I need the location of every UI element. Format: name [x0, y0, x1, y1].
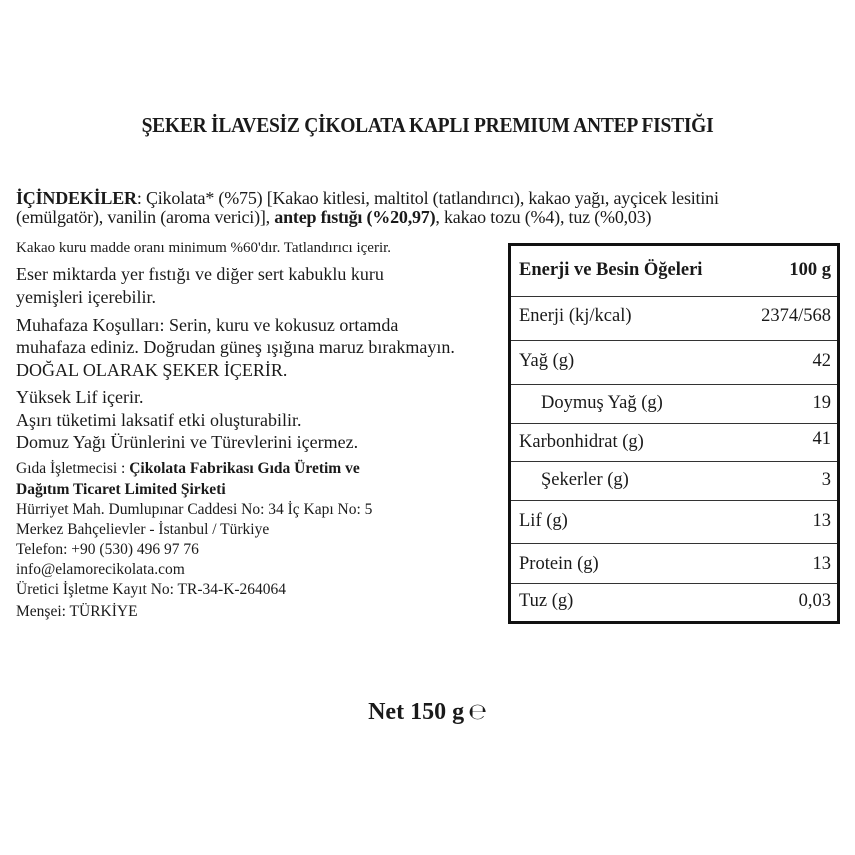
nutrition-row-fiber — [511, 500, 837, 543]
storage-line-2: muhafaza ediniz. Doğrudan güneş ışığına maruz bırakmayın. — [16, 337, 455, 357]
email-address: info@elamorecikolata.com — [16, 561, 185, 578]
nutrition-label: Karbonhidrat (g) — [519, 432, 644, 452]
nutrition-value: 2374/568 — [761, 306, 831, 326]
ingredients-label: İÇİNDEKİLER — [16, 188, 137, 208]
net-weight-text: Net 150 g — [368, 699, 465, 725]
nutrition-value: 0,03 — [798, 591, 831, 611]
allergen-line-1: Eser miktarda yer fıstığı ve diğer sert kabuklu kuru — [16, 264, 384, 284]
phone-number: Telefon: +90 (530) 496 97 76 — [16, 541, 199, 558]
ingredients-block — [16, 189, 846, 227]
nutrition-value: 42 — [812, 351, 831, 371]
nutrition-row-salt — [511, 583, 837, 621]
nutrition-label: Doymuş Yağ (g) — [541, 393, 663, 413]
nutrition-row-carbohydrate — [511, 423, 837, 461]
storage-line-1: Muhafaza Koşulları: Serin, kuru ve kokusuz ortamda — [16, 315, 399, 335]
nutrition-label: Protein (g) — [519, 554, 599, 574]
nutrition-value: 3 — [821, 470, 831, 490]
nutrition-value: 13 — [812, 511, 831, 531]
natural-sugar-note: DOĞAL OLARAK ŞEKER İÇERİR. — [16, 360, 288, 380]
net-weight — [0, 699, 855, 726]
ingredients-text-3: , kakao tozu (%4), tuz (%0,03) — [435, 207, 652, 227]
nutrition-value: 13 — [812, 554, 831, 574]
producer-name-1: Çikolata Fabrikası Gıda Üretim ve — [129, 460, 360, 477]
product-title: ŞEKER İLAVESİZ ÇİKOLATA KAPLI PREMIUM ANTEP FISTIĞI — [141, 113, 714, 137]
nutrition-label: Yağ (g) — [519, 351, 575, 371]
ingredients-pistachio: antep fıstığı (%20,97) — [274, 207, 436, 227]
address-line-2: Merkez Bahçelievler - İstanbul / Türkiye — [16, 521, 270, 538]
registration-number: Üretici İşletme Kayıt No: TR-34-K-264064 — [16, 581, 287, 598]
nutrition-value: 19 — [812, 393, 831, 413]
nutrition-header-row — [511, 246, 837, 296]
pork-free-note: Domuz Yağı Ürünlerini ve Türevlerini içermez. — [16, 432, 359, 452]
nutrition-row-fat — [511, 340, 837, 384]
producer-name-2: Dağıtım Ticaret Limited Şirketi — [16, 481, 226, 498]
nutrition-header-value: 100 g — [789, 260, 831, 280]
producer-label: Gıda İşletmecisi : — [16, 460, 130, 477]
nutrition-row-energy — [511, 296, 837, 340]
ingredients-text-2: (emülgatör), vanilin (aroma verici)], — [16, 207, 275, 227]
allergen-line-2: yemişleri içerebilir. — [16, 287, 156, 307]
nutrition-row-saturated-fat — [511, 384, 837, 423]
nutrition-label: Lif (g) — [519, 511, 568, 531]
producer-line-1 — [16, 460, 360, 478]
nutrition-value: 41 — [812, 429, 831, 449]
nutrition-row-protein — [511, 543, 837, 583]
nutrition-row-sugars — [511, 461, 837, 500]
high-fiber-note: Yüksek Lif içerir. — [16, 387, 144, 407]
estimated-sign-icon: ℮ — [468, 700, 487, 725]
nutrition-table — [508, 243, 840, 624]
country-of-origin: Menşei: TÜRKİYE — [16, 603, 138, 620]
nutrition-label: Tuz (g) — [519, 591, 574, 611]
ingredients-text-1: : Çikolata* (%75) [Kakao kitlesi, maltitol (tatlandırıcı), kakao yağı, ayçicek lesitini — [136, 188, 719, 208]
nutrition-header-label: Enerji ve Besin Öğeleri — [519, 260, 703, 280]
address-line-1: Hürriyet Mah. Dumlupınar Caddesi No: 34 İç Kapı No: 5 — [16, 501, 373, 518]
laxative-warning: Aşırı tüketimi laksatif etki oluşturabilir. — [16, 410, 302, 430]
nutrition-label: Şekerler (g) — [541, 470, 629, 490]
nutrition-label: Enerji (kj/kcal) — [519, 306, 632, 326]
cocoa-note: Kakao kuru madde oranı minimum %60'dır. Tatlandırıcı içerir. — [16, 240, 392, 256]
